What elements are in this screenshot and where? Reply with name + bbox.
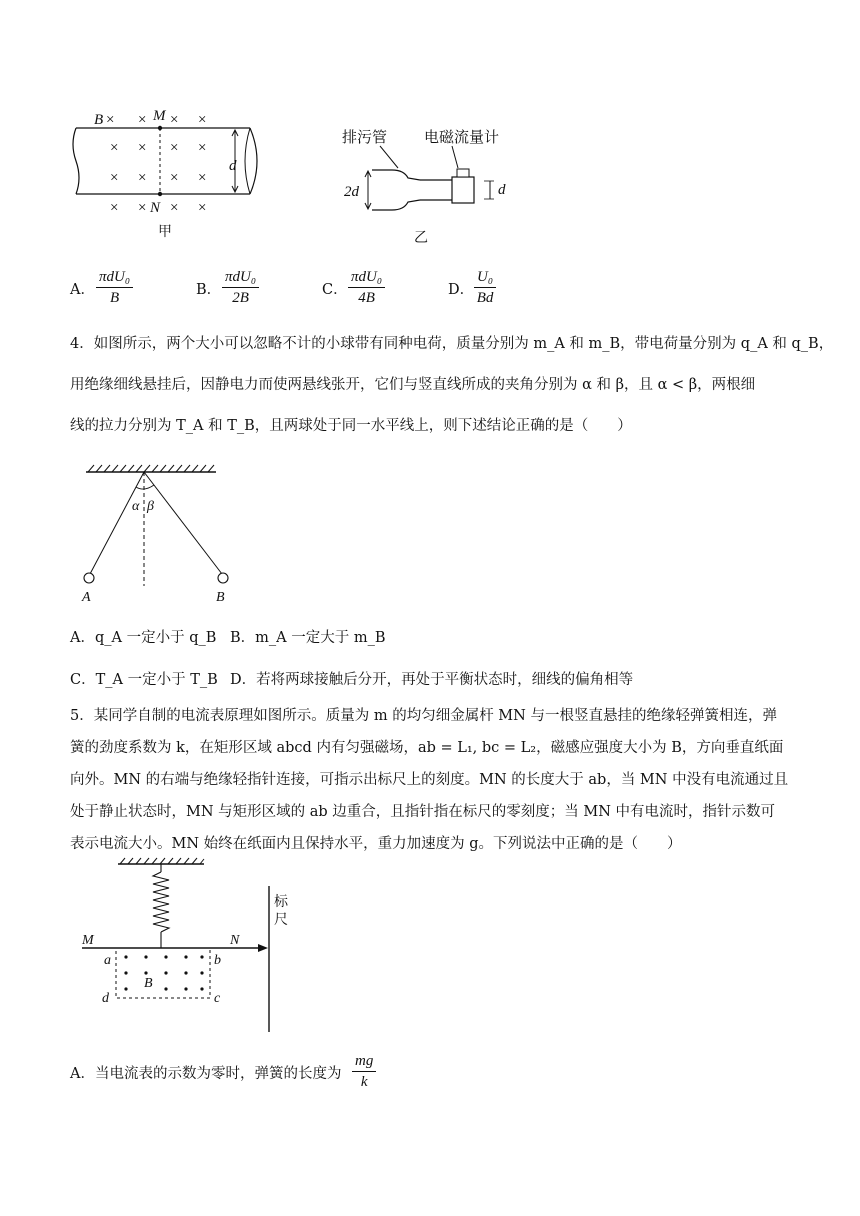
q4-ball-b-label: B [216,590,225,605]
yi-caption: 乙 [414,231,428,246]
q3-option-d-key: D． [448,282,475,298]
q5-label-field-b: B [144,976,153,991]
svg-text:×: × [198,170,207,186]
q5-label-a: a [104,953,111,968]
q5-label-n: N [230,933,240,948]
q4-angle-alpha: α [132,499,140,514]
q4-stem-line-3: 线的拉力分别为 T_A 和 T_B，且两球处于同一水平线上，则下述结论正确的是（ ） [70,418,632,434]
q5-scale-label-1: 标 [274,895,288,910]
svg-text:×: × [170,112,179,128]
q5-stem-line-2: 簧的劲度系数为 k，在矩形区域 abcd 内有匀强磁场，ab = L₁, bc = L₂，磁感应强度大小为 B，方向垂直纸面 [70,740,784,756]
svg-text:×: × [170,140,179,156]
q5-stem-line-3: 向外。MN 的右端与绝缘轻指针连接，可指示出标尺上的刻度。MN 的长度大于 ab，当 MN 中没有电流通过且 [70,772,789,788]
yi-pipe-label: 排污管 [342,130,388,146]
q3-option-b-frac: πdU₀ 2B [222,268,259,307]
yi-meter-label: 电磁流量计 [424,130,500,146]
q4-stem-line-1: 4．如图所示，两个大小可以忽略不计的小球带有同种电荷，质量分别为 m_A 和 m_B，带电荷量分别为 q_A 和 q_B， [70,336,834,352]
q5-scale-label-2: 尺 [274,913,288,928]
jia-caption: 甲 [158,225,172,240]
q3-option-a-key: A． [70,282,95,298]
q5-stem-line-4: 处于静止状态时，MN 与矩形区域的 ab 边重合，且指针指在标尺的零刻度；当 MN 中有电流时，指针示数可 [70,804,776,820]
q5-label-c: c [214,991,221,1006]
q5-label-b: b [214,953,221,968]
svg-text:×: × [110,140,119,156]
q5-label-m: M [82,933,94,948]
q4-option-c: C．T_A 一定小于 T_B [70,672,218,688]
svg-text:×: × [106,112,115,128]
svg-text:×: × [138,112,147,128]
q3-option-c-key: C． [322,282,348,298]
jia-label-d: d [229,158,237,174]
figure-yi [332,120,542,250]
q4-angle-beta: β [147,499,154,514]
q5-figure [78,856,308,1036]
q5-option-a-text: A．当电流表的示数为零时，弹簧的长度为 [70,1066,342,1082]
q4-figure [76,462,246,612]
svg-text:×: × [138,200,147,216]
q4-stem-line-2: 用绝缘细线悬挂后，因静电力而使两悬线张开，它们与竖直线所成的夹角分别为 α 和 β，且 α < β，两根细 [70,377,756,393]
svg-text:×: × [110,170,119,186]
jia-label-N: N [150,200,161,216]
svg-text:×: × [138,170,147,186]
figure-jia [70,104,270,254]
svg-text:×: × [110,200,119,216]
svg-text:×: × [198,140,207,156]
q4-option-d: D．若将两球接触后分开，再处于平衡状态时，细线的偏角相等 [230,672,634,688]
yi-label-d: d [498,182,506,198]
svg-text:×: × [198,112,207,128]
q5-stem-line-1: 5．某同学自制的电流表原理如图所示。质量为 m 的均匀细金属杆 MN 与一根竖直悬挂的绝缘轻弹簧相连，弹 [70,708,777,724]
q5-option-a-frac: $\frac{mg}{k}$ [352,1052,376,1091]
svg-text:×: × [198,200,207,216]
q3-option-a-frac: πdU₀ B [96,268,133,307]
svg-text:×: × [170,170,179,186]
svg-text:×: × [170,200,179,216]
q5-label-d: d [102,991,109,1006]
q3-option-b-key: B． [196,282,222,298]
q3-option-d-frac: $\frac{\text{U₀}}{Bd}$ [474,268,496,307]
q5-stem-line-5: 表示电流大小。MN 始终在纸面内且保持水平，重力加速度为 g。下列说法中正确的是（ ） [70,836,682,852]
jia-label-B: B [94,112,104,128]
q3-option-c-frac: πdU₀ 4B [348,268,385,307]
yi-label-2d: 2d [344,184,359,200]
q4-ball-a-label: A [82,590,91,605]
jia-label-M: M [153,108,166,124]
q4-option-a: A．q_A 一定小于 q_B [70,630,217,646]
svg-text:×: × [138,140,147,156]
q4-option-b: B．m_A 一定大于 m_B [230,630,386,646]
